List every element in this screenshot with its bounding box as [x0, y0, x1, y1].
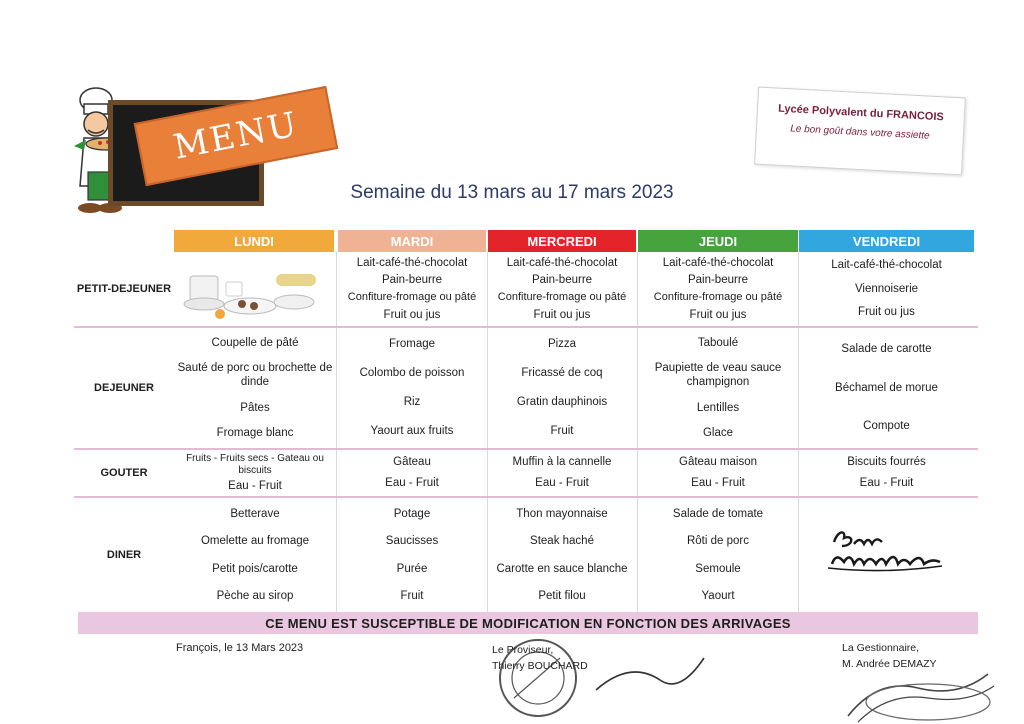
menu-item: Semoule — [695, 562, 741, 575]
menu-sign-text: MENU — [170, 104, 302, 168]
cell-diner-lundi — [174, 498, 336, 612]
breakfast-photo — [180, 256, 330, 326]
menu-item: Fruit ou jus — [689, 308, 747, 321]
column-divider — [336, 252, 337, 612]
cell-gouter-jeudi — [638, 450, 798, 496]
cell-dejeuner-jeudi — [638, 328, 798, 448]
menu-item: Fruit ou jus — [533, 308, 591, 321]
cell-diner-mercredi — [488, 498, 636, 612]
menu-item: Fricassé de coq — [521, 367, 603, 380]
menu-item: Yaourt aux fruits — [370, 425, 454, 438]
menu-item: Purée — [396, 562, 428, 575]
row-label-petit-dejeuner: PETIT-DEJEUNER — [76, 283, 172, 295]
row-label-diner: DINER — [106, 549, 142, 561]
menu-item: Confiture-fromage ou pâté — [347, 290, 477, 303]
cell-dejeuner-mercredi — [488, 328, 636, 448]
menu-item: Fruit ou jus — [383, 308, 441, 321]
menu-item: Omelette au fromage — [200, 535, 310, 548]
proviseur-signature — [590, 650, 710, 710]
menu-item: Fromage blanc — [216, 427, 294, 440]
menu-item: Eau - Fruit — [228, 479, 282, 492]
menu-item: Fruit — [550, 425, 574, 438]
menu-item: Eau - Fruit — [859, 477, 914, 490]
menu-item: Steak haché — [530, 535, 594, 548]
menu-item: Saucisses — [385, 535, 439, 548]
school-slogan: Le bon goût dans votre assiette — [789, 123, 930, 142]
menu-item: Sauté de porc ou brochette de dinde — [177, 361, 333, 389]
cell-petit-dejeuner-vendredi — [799, 252, 974, 326]
menu-item: Béchamel de morue — [835, 381, 938, 394]
menu-item: Rôti de porc — [686, 535, 749, 548]
menu-item: Yaourt — [701, 590, 735, 603]
menu-item: Eau - Fruit — [691, 477, 745, 490]
menu-item: Gâteau maison — [679, 456, 757, 469]
menu-item: Eau - Fruit — [385, 477, 439, 490]
menu-item: Coupelle de pâté — [211, 336, 299, 349]
menu-item: Petit pois/carotte — [212, 562, 298, 575]
menu-item: Betterave — [230, 507, 280, 520]
menu-item: Lentilles — [696, 401, 740, 414]
gestionnaire-stamp — [838, 668, 998, 724]
cell-petit-dejeuner-mardi — [338, 252, 486, 326]
menu-item: Eau - Fruit — [535, 477, 589, 490]
school-card — [754, 87, 966, 176]
place-date: François, le 13 Mars 2023 — [176, 642, 304, 654]
menu-item: Taboulé — [697, 336, 739, 349]
menu-item: Colombo de poisson — [359, 367, 465, 380]
menu-item: Fromage — [388, 338, 436, 351]
menu-item: Fruit — [400, 590, 424, 603]
menu-item: Muffin à la cannelle — [512, 456, 612, 469]
cell-diner-jeudi — [638, 498, 798, 612]
menu-item: Gratin dauphinois — [516, 396, 608, 409]
proviseur-title: Le Proviseur, — [492, 644, 554, 656]
menu-item: Pizza — [547, 338, 577, 351]
menu-item: Pain-beurre — [687, 274, 749, 287]
menu-item: Pèche au sirop — [216, 590, 294, 603]
menu-item: Compote — [863, 420, 910, 433]
day-header-vendredi: VENDREDI — [799, 230, 974, 252]
cell-dejeuner-lundi — [174, 328, 336, 448]
menu-item: Carotte en sauce blanche — [496, 562, 628, 575]
menu-item: Gâteau — [393, 456, 431, 469]
cell-diner-mardi — [338, 498, 486, 612]
bon-appetit-lettering — [824, 524, 946, 574]
disclaimer-banner: CE MENU EST SUSCEPTIBLE DE MODIFICATION EN FONCTION DES ARRIVAGES — [78, 612, 978, 634]
menu-item: Lait-café-thé-chocolat — [356, 256, 468, 269]
menu-item: Salade de carotte — [841, 343, 932, 356]
day-header-jeudi: JEUDI — [638, 230, 798, 252]
gestionnaire-name: M. Andrée DEMAZY — [842, 658, 937, 671]
day-header-mardi: MARDI — [338, 230, 486, 252]
menu-item: Petit filou — [538, 590, 586, 603]
menu-item: Pâtes — [240, 401, 270, 414]
menu-item: Paupiette de veau sauce champignon — [654, 361, 782, 389]
menu-item: Viennoiserie — [854, 282, 919, 295]
menu-item: Lait-café-thé-chocolat — [662, 256, 774, 269]
proviseur-block — [492, 643, 588, 675]
school-name: Lycée Polyvalent du FRANCOIS — [777, 102, 945, 124]
menu-item: Fruits - Fruits secs - Gateau ou biscuits — [186, 452, 324, 477]
row-label-gouter: GOUTER — [100, 467, 148, 479]
day-header-lundi: LUNDI — [174, 230, 334, 252]
menu-item: Pain-beurre — [531, 274, 593, 287]
menu-item: Fruit ou jus — [858, 306, 915, 319]
menu-item: Salade de tomate — [672, 507, 764, 520]
menu-item: Lait-café-thé-chocolat — [506, 256, 618, 269]
cell-gouter-mardi — [338, 450, 486, 496]
week-title: Semaine du 13 mars au 17 mars 2023 — [350, 182, 674, 203]
cell-petit-dejeuner-mercredi — [488, 252, 636, 326]
proviseur-name: Thierry BOUCHARD — [492, 659, 588, 672]
cell-dejeuner-vendredi — [799, 328, 974, 448]
cell-gouter-mercredi — [488, 450, 636, 496]
gestionnaire-title: La Gestionnaire, — [842, 642, 920, 654]
menu-item: Biscuits fourrés — [847, 456, 926, 469]
menu-item: Thon mayonnaise — [516, 507, 608, 520]
menu-item: Pain-beurre — [381, 274, 443, 287]
menu-item: Confiture-fromage ou pâté — [653, 290, 783, 303]
menu-item: Glace — [702, 427, 734, 440]
cell-gouter-vendredi — [799, 450, 974, 496]
menu-item: Confiture-fromage ou pâté — [497, 290, 627, 303]
row-label-dejeuner: DEJEUNER — [94, 382, 154, 394]
cell-petit-dejeuner-jeudi — [638, 252, 798, 326]
menu-item: Riz — [403, 396, 421, 409]
cell-gouter-lundi — [174, 450, 336, 496]
cell-dejeuner-mardi — [338, 328, 486, 448]
menu-item: Potage — [393, 507, 431, 520]
day-header-mercredi: MERCREDI — [488, 230, 636, 252]
menu-item: Lait-café-thé-chocolat — [831, 259, 942, 272]
